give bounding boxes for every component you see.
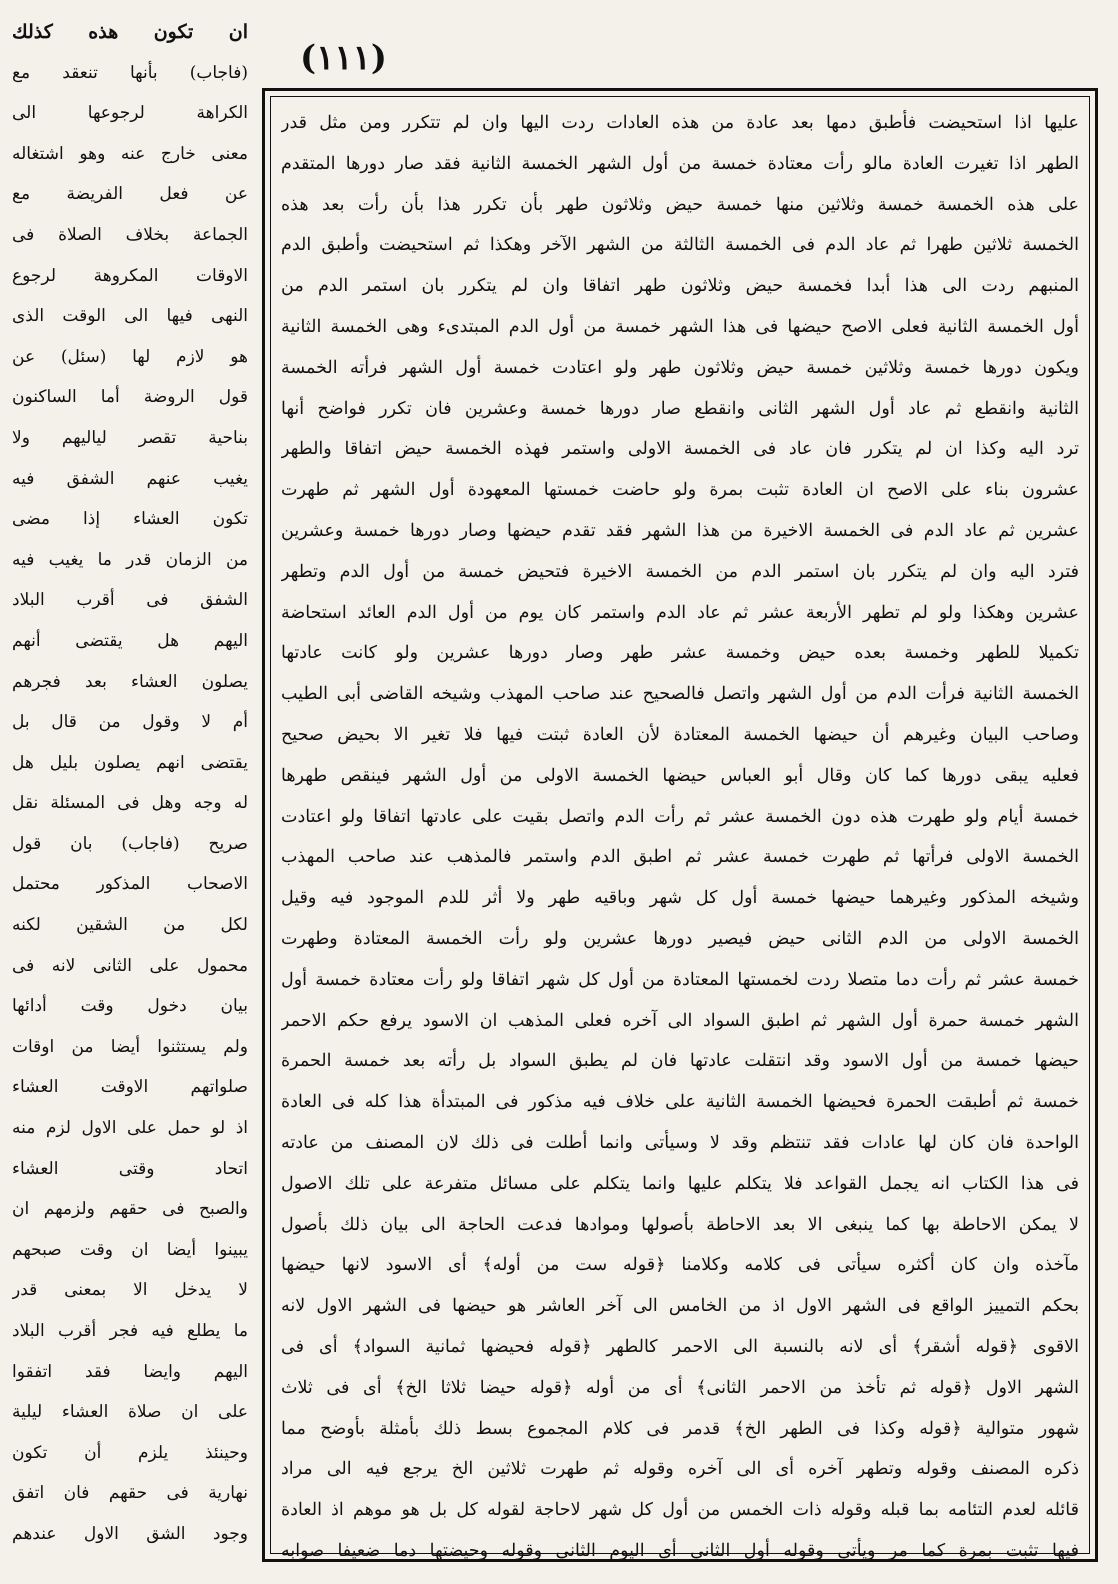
margin-text-line: يصلون العشاء بعد فجرهم [12, 671, 248, 692]
main-text-line: بحكم التمييز الواقع فى الشهر الاول اذ من الخامس الى آخر العاشر هو حيضها فى الشهر الاول لانه [281, 1296, 1079, 1317]
main-text-inner-frame [270, 96, 1090, 1561]
margin-text-line: هو لازم لها (سئل) عن [12, 346, 248, 367]
main-text-line: عشرين ثم عاد الدم فى الخمسة الاخيرة من هذا الشهر فقد تقدم حيضها وصار دورها خمسة وعشرين [281, 520, 1079, 541]
main-text-line: الخمسة الثانية فرأت الدم من أول الشهر واتصل فالصحيح عند صاحب المهذب وشيخه القاضى أبى الطيب [281, 684, 1079, 705]
margin-text-line: الاصحاب المذكور محتمل [12, 874, 248, 895]
main-text-line: فترد اليه وان لم يتكرر بان استمر الدم من الخمسة الاخيرة فتحيض خمسة من أول الدم وتطهر [281, 561, 1079, 582]
margin-text-line: يقتضى انهم يصلون بليل هل [12, 752, 248, 773]
main-text-line: على هذه الخمسة خمسة وثلاثين منها خمسة حيض وثلاثون طهر بأن تكرر هذا بأن رأت بعد هذه [281, 194, 1079, 215]
main-text-line: شهور متوالية ﴿قوله وكذا فى الطهر الخ﴾ قدمر فى كلام المجموع بسط ذلك بأمثلة بأوضح مما [281, 1418, 1079, 1439]
main-text-line: وصاحب البيان وغيرهم أن حيضها الخمسة المعتادة لأن العادة ثبتت فيها فلا تغير الا بحيض صحيح [281, 724, 1079, 745]
main-text-line: أول الخمسة الثانية فعلى الاصح حيضها فى هذا الشهر خمسة من أول الدم المبتدىء وهى الخمسة الثانية [281, 316, 1079, 337]
margin-text-line: تكون العشاء إذا مضى [12, 509, 248, 530]
main-text-line: فى هذا الكتاب انه يجمل القواعد فلا يتكلم عليها وانما يتكلم على مسائل متفرعة على تلك الاصول [281, 1173, 1079, 1194]
main-text-line: خمسة أيام ولو طهرت هذه دون الخمسة عشر ثم رأت الدم واتصل بقيت على عادتها اتفاقا ولو اعتادت [281, 806, 1079, 827]
margin-text-line: له وجه وهل فى المسئلة نقل [12, 793, 248, 814]
main-text-line: ويكون دورها خمسة وثلاثين خمسة حيض وثلاثون طهر ولو اعتادت خمسة أول الشهر فرأته الخمسة [281, 357, 1079, 378]
margin-text-line: والصبح فى حقهم ولزمهم ان [12, 1199, 248, 1220]
main-text-line: فيها تثبت بمرة كما مر ويأتى وقوله أول الثانى أى اليوم الثانى وقوله وحيضتها دما ضعيفا صوابه [281, 1540, 1079, 1561]
margin-text-line: اذ لو حمل على الاول لزم منه [12, 1118, 248, 1139]
main-text-line: الاقوى ﴿قوله أشقر﴾ أى لانه بالنسبة الى الاحمر كالطهر ﴿قوله فحيضها ثمانية السواد﴾ أى فى [281, 1336, 1079, 1357]
main-text-line: حيضها خمسة من أول الاسود وقد انتقلت عادتها فان لم يطبق السواد بل رأته بعد خمسة الحمرة [281, 1051, 1079, 1072]
margin-text-line: عن فعل الفريضة مع [12, 184, 248, 205]
main-text-line: الخمسة الاولى من الدم الثانى حيض فيصير دورها عشرين ولو رأت الخمسة المعتادة وطهرت [281, 928, 1079, 949]
main-text-line: الواحدة فان كان لها عادات فقد تنتظم وقد لا وسيأتى وانما أطلت فى ذلك لان المصنف من عادته [281, 1132, 1079, 1153]
margin-text-line: صلواتهم الاوقت العشاء [12, 1077, 248, 1098]
margin-text-line: ان تكون هذه كذلك [12, 21, 248, 43]
margin-text-line: الشفق فى أقرب البلاد [12, 590, 248, 611]
main-text-line: الخمسة ثلاثين طهرا ثم عاد الدم فى الخمسة الثالثة من الشهر الآخر وهكذا ثم استحيضت وأطبق الدم [281, 235, 1079, 256]
margin-text-line: أم لا وقول من قال بل [12, 712, 248, 733]
main-text-line: الخمسة الاولى فرأتها ثم طهرت خمسة عشر ثم اطبق الدم واستمر فالمذهب عند صاحب المهذب [281, 847, 1079, 868]
margin-commentary [12, 12, 248, 1552]
margin-text-line: لكل من الشقين لكنه [12, 915, 248, 936]
margin-text-line: الاوقات المكروهة لرجوع [12, 265, 248, 286]
margin-text-line: اليهم هل يقتضى أنهم [12, 630, 248, 651]
margin-text-line: يغيب عنهم الشفق فيه [12, 468, 248, 489]
main-text-line: عشرين وهكذا ولو لم تطهر الأربعة عشر ثم عاد الدم واستمر كان يوم من أول الدم العائد استحاضة [281, 602, 1079, 623]
main-text-line: خمسة عشر ثم رأت دما متصلا ردت لخمستها المعتادة من أول كل شهر اتفاقا ولو رأت معتادة خمسة أول [281, 969, 1079, 990]
margin-text-line: اتحاد وقتى العشاء [12, 1158, 248, 1179]
margin-text-line: نهارية فى حقهم فان اتفق [12, 1483, 248, 1504]
main-text-frame [262, 88, 1098, 1562]
main-text-line: ترد اليه وكذا ان لم يتكرر فان عاد فى الخمسة الاولى واستمر فهذه الخمسة حيض اتفاقا والطهر [281, 439, 1079, 460]
main-text-line: ذكره المصنف وقوله وتطهر آخره أى الى آخره وقوله ثم طهرت ثلاثين الخ يرجع فيه الى مراد [281, 1459, 1079, 1480]
main-text-line: خمسة ثم أطبقت الحمرة فحيضها الخمسة الثانية على خلاف فيه مذكور فى المبتدأة هذا كله فى العادة [281, 1092, 1079, 1113]
main-text-line: الطهر اذا تغيرت العادة مالو رأت معتادة خمسة من أول الشهر الخمسة الثانية فقد صار دورها المتقدم [281, 153, 1079, 174]
margin-text-line: لا يدخل الا بمعنى قدر [12, 1280, 248, 1301]
page-number: (١١١) [300, 38, 387, 78]
margin-text-line: (فاجاب) بأنها تنعقد مع [12, 62, 248, 83]
main-text-line: لا يمكن الاحاطة بها كما ينبغى الا بعد الاحاطة بأصولها وموادها فدعت الحاجة الى بيان ذلك بأصول [281, 1214, 1079, 1235]
main-text-line: قائله لعدم التئامه بما قبله وقوله ذات الخمس من أول كل شهر لاحاجة لقوله كل بل هو موهم اذ العادة [281, 1500, 1079, 1521]
margin-text-line: بناحية تقصر لياليهم ولا [12, 427, 248, 448]
margin-text-line: ما يطلع فيه فجر أقرب البلاد [12, 1321, 248, 1341]
margin-text-line: اليهم وايضا فقد اتفقوا [12, 1361, 248, 1382]
margin-text-line: صريح (فاجاب) بان قول [12, 833, 248, 854]
margin-text-line: ولم يستثنوا أيضا من اوقات [12, 1036, 248, 1057]
margin-text-line: وحينئذ يلزم أن تكون [12, 1442, 248, 1463]
margin-text-line: على ان صلاة العشاء ليلية [12, 1402, 248, 1423]
main-text-line: المنبهم ردت الى هذا أبدا فخمسة حيض وثلاثون طهر اتفاقا وان لم يتكرر بان استمر الدم من [281, 276, 1079, 297]
margin-text-line: قول الروضة أما الساكنون [12, 387, 248, 408]
main-text-line: الشهر خمسة حمرة أول الشهر ثم اطبق السواد الى آخره فعلى المذهب ان الاسود يرفع حكم الاحمر [281, 1010, 1079, 1031]
margin-text-line: النهى فيها الى الوقت الذى [12, 306, 248, 327]
margin-text-line: يبينوا أيضا ان وقت صبحهم [12, 1239, 248, 1260]
main-text-line: مآخذه وان كان أكثره سيأتى فى كلامه وكلامنا ﴿قوله ست من أوله﴾ أى الاسود لانها حيضها [281, 1255, 1079, 1276]
main-text-line: فعليه يبقى دورها كما كان وقال أبو العباس حيضها الخمسة الاولى من أول الشهر فينقص طهرها [281, 765, 1079, 786]
margin-text-line: بيان دخول وقت أدائها [12, 996, 248, 1017]
margin-text-line: الكراهة لرجوعها الى [12, 103, 248, 124]
main-text-body [281, 103, 1079, 1572]
main-text-line: تكميلا للطهر وخمسة بعده حيض وخمسة عشر طهر وصار دورها عشرين ولو كانت عادتها [281, 643, 1079, 664]
margin-text-line: الجماعة بخلاف الصلاة فى [12, 224, 248, 245]
margin-text-line: من الزمان قدر ما يغيب فيه [12, 549, 248, 570]
main-text-line: عليها اذا استحيضت فأطبق دمها بعد عادة من هذه العادات ردت اليها وان لم تتكرر ومن مثل قدر [281, 113, 1079, 133]
main-text-line: وشيخه المذكور وغيرهما حيضها خمسة أول كل شهر وباقيه طهر ولا أثر للدم الموجود فيه وقيل [281, 888, 1079, 909]
margin-text-line: محمول على الثانى لانه فى [12, 955, 248, 976]
main-text-line: عشرون بناء على الاصح ان العادة تثبت بمرة ولو حاضت خمستها المعهودة أول الشهر ثم طهرت [281, 480, 1079, 501]
margin-text-line: وجود الشق الاول عندهم [12, 1523, 248, 1544]
main-text-line: الثانية وانقطع ثم عاد أول الشهر الثانى وانقطع صار دورها خمسة وعشرين فان تكرر فواضح أنها [281, 398, 1079, 419]
main-text-line: الشهر الاول ﴿قوله ثم تأخذ من الاحمر الثانى﴾ أى من أوله ﴿قوله حيضا ثلاثا الخ﴾ أى فى ثلاث [281, 1377, 1079, 1398]
margin-text-line: معنى خارج عنه وهو اشتغاله [12, 143, 248, 164]
